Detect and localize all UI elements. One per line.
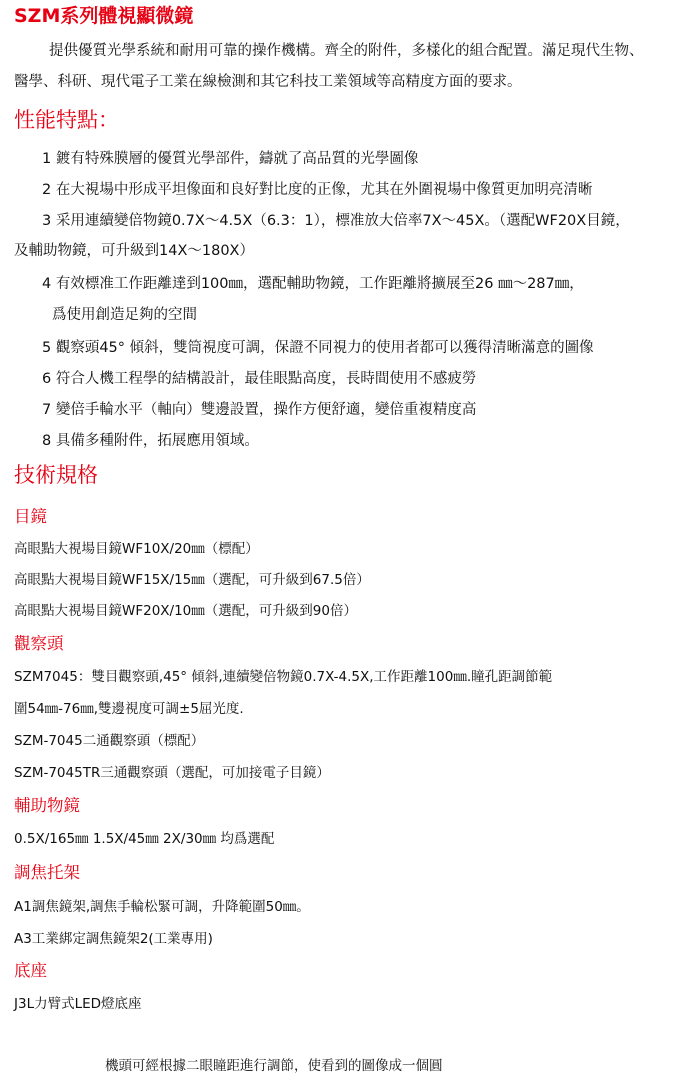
feature-item: 8 具備多種附件，拓展應用領域。 (42, 433, 259, 449)
viewing-head-heading: 觀察頭 (14, 634, 64, 653)
auxiliary-objective-spec-line: 0.5X/165㎜ 1.5X/45㎜ 2X/30㎜ 均爲選配 (14, 831, 275, 847)
focus-bracket-spec-line: A1調焦鏡架,調焦手輪松緊可調，升降範圍50㎜。 (14, 899, 310, 915)
viewing-head-spec-line: SZM7045：雙目觀察頭,45° 傾斜,連續變倍物鏡0.7X-4.5X,工作距離100㎜.瞳孔距調節範 (14, 669, 553, 685)
feature-item: 5 觀察頭45° 傾斜，雙筒視度可調，保證不同視力的使用者都可以獲得清晰滿意的圖像 (42, 340, 594, 356)
feature-item: 3 采用連續變倍物鏡0.7X～4.5X（6.3：1），標准放大倍率7X～45X。（選配WF20X目鏡， (42, 213, 630, 229)
base-heading: 底座 (14, 961, 47, 980)
base-spec-line: J3L力臂式LED燈底座 (14, 996, 142, 1012)
eyepiece-spec-line: 高眼點大視場目鏡WF15X/15㎜（選配，可升級到67.5倍） (14, 572, 370, 588)
viewing-head-spec-line: SZM-7045二通觀察頭（標配） (14, 733, 205, 749)
feature-item: 2 在大視場中形成平坦像面和良好對比度的正像，尤其在外圍視場中像質更加明亮清晰 (42, 182, 593, 198)
eyepiece-heading: 目鏡 (14, 507, 47, 526)
feature-item: 6 符合人機工程學的結構設計，最佳眼點高度，長時間使用不感疲勞 (42, 371, 477, 387)
feature-item: 4 有效標准工作距離達到100㎜，選配輔助物鏡，工作距離將擴展至26 ㎜～287㎜， (42, 276, 584, 292)
feature-item: 7 變倍手輪水平（軸向）雙邊設置，操作方便舒適，變倍重複精度高 (42, 402, 477, 418)
specs-heading: 技術規格 (14, 463, 98, 487)
focus-bracket-heading: 調焦托架 (14, 863, 80, 882)
viewing-head-spec-line: SZM-7045TR三通觀察頭（選配，可加接電子目鏡） (14, 765, 330, 781)
feature-item-continuation: 及輔助物鏡，可升級到14X～180X） (14, 243, 254, 259)
eyepiece-spec-line: 高眼點大視場目鏡WF20X/10㎜（選配，可升級到90倍） (14, 603, 357, 619)
image-caption: 機頭可經根據二眼瞳距進行調節，使看到的圖像成一個圓 (105, 1058, 443, 1074)
feature-item-continuation: 爲使用創造足夠的空間 (52, 307, 197, 323)
viewing-head-spec-line: 圍54㎜-76㎜,雙邊視度可調±5屈光度. (14, 701, 244, 717)
features-heading: 性能特點： (14, 108, 119, 132)
intro-line-1: 提供優質光學系統和耐用可靠的操作機構。齊全的附件，多樣化的組合配置。滿足現代生物、 (49, 43, 644, 59)
eyepiece-spec-line: 高眼點大視場目鏡WF10X/20㎜（標配） (14, 541, 259, 557)
feature-item: 1 鍍有特殊膜層的優質光學部件，鑄就了高品質的光學圖像 (42, 151, 419, 167)
intro-line-2: 醫學、科研、現代電子工業在線檢測和其它科技工業領域等高精度方面的要求。 (14, 74, 522, 90)
focus-bracket-spec-line: A3工業綁定調焦鏡架2(工業專用) (14, 931, 213, 947)
page-title: SZM系列體視顯微鏡 (14, 5, 194, 27)
auxiliary-objective-heading: 輔助物鏡 (14, 796, 80, 815)
